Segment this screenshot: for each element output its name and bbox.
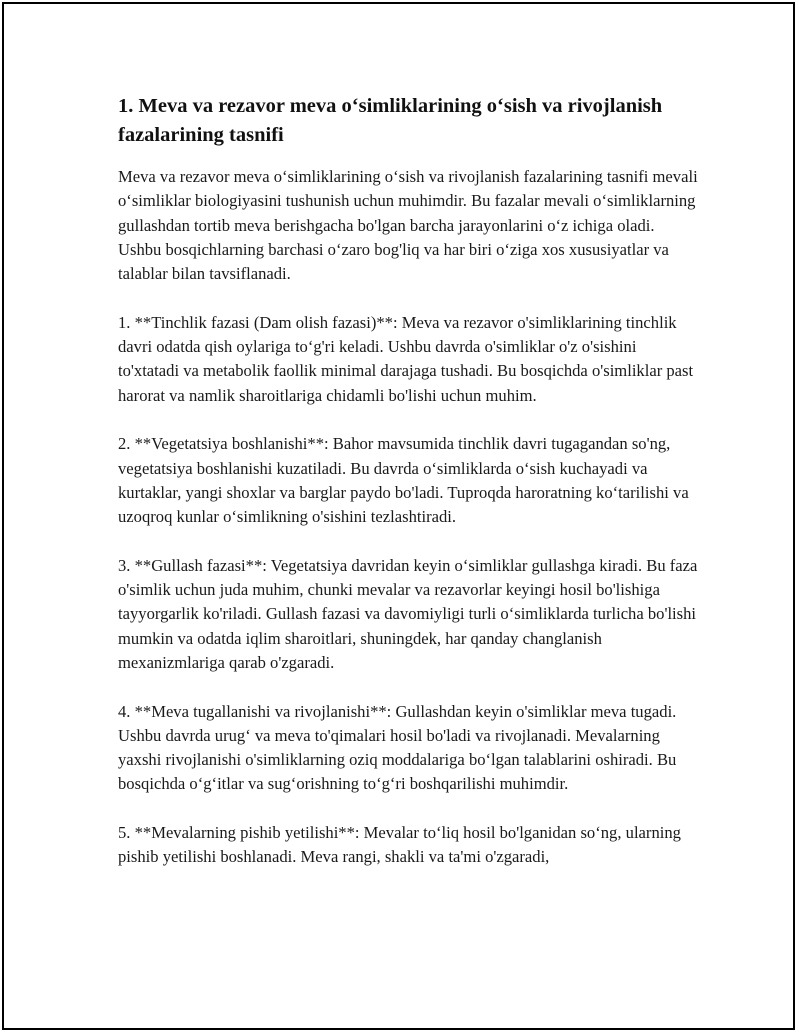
document-title: 1. Meva va rezavor meva o‘simliklarining o‘sish va rivojlanish fazalarining tasnifi — [118, 95, 663, 146]
document-body — [118, 92, 698, 894]
paragraph-fruit-set: 4. **Meva tugallanishi va rivojlanishi**: Gullashdan keyin o'simliklar meva tugadi. Ushbu davrda urug‘ va meva to'qimalari hosil bo'ladi va rivojlanadi. Mevalarning yaxshi rivojlanishi o'simliklarning oziq moddalariga bo‘lgan talablarini oshiradi. Bu bosqichda o‘g‘itlar va sug‘orishning to‘g‘ri boshqarilishi muhimdir. — [118, 701, 677, 794]
paragraph-flowering-phase: 3. **Gullash fazasi**: Vegetatsiya davridan keyin o‘simliklar gullashga kiradi. Bu faza o'simlik uchun juda muhim, chunki mevalar va rezavorlar keyingi hosil bo'lishiga tayyorgarlik ko'riladi. Gullash fazasi va davomiyligi turli o‘simliklarda turlicha bo'lishi mumkin va odatda iqlim sharoitlari, shuningdek, har qanday changlanish mexanizmlariga qarab o'zgaradi. — [118, 555, 698, 672]
paragraph-dormancy-phase: 1. **Tinchlik fazasi (Dam olish fazasi)**: Meva va rezavor o'simliklarining tinchlik davri odatda qish oylariga to‘g'ri keladi. Ushbu davrda o'simliklar o'z o'sishini to'xtatadi va metabolik faollik minimal darajaga tushadi. Bu bosqichda o'simliklar past harorat va namlik sharoitlariga chidamli bo'lishi uchun muhim. — [118, 312, 694, 405]
paragraph-intro: Meva va rezavor meva o‘simliklarining o‘sish va rivojlanish fazalarining tasnifi mevali o‘simliklar biologiyasini tushunish uchun muhimdir. Bu fazalar mevali o‘simliklarning gullashdan tortib meva berishgacha bo'lgan barcha jarayonlarini o‘z ichiga oladi. Ushbu bosqichlarning barchasi o‘zaro bog'liq va har biri o‘ziga xos xususiyatlar va talablar bilan tavsiflanadi. — [118, 167, 698, 284]
paragraph-vegetation-start: 2. **Vegetatsiya boshlanishi**: Bahor mavsumida tinchlik davri tugagandan so'ng, vegetatsiya boshlanishi kuzatiladi. Bu davrda o‘simliklarda o‘sish kuchayadi va kurtaklar, yangi shoxlar va barglar paydo bo'ladi. Tuproqda haroratning ko‘tarilishi va uzoqroq kunlar o‘simlikning o'sishini tezlashtiradi. — [118, 434, 689, 527]
paragraph-fruit-ripening: 5. **Mevalarning pishib yetilishi**: Mevalar to‘liq hosil bo'lganidan so‘ng, ularning pishib yetilishi boshlanadi. Meva rangi, shakli va ta'mi o'zgaradi, — [118, 823, 681, 867]
